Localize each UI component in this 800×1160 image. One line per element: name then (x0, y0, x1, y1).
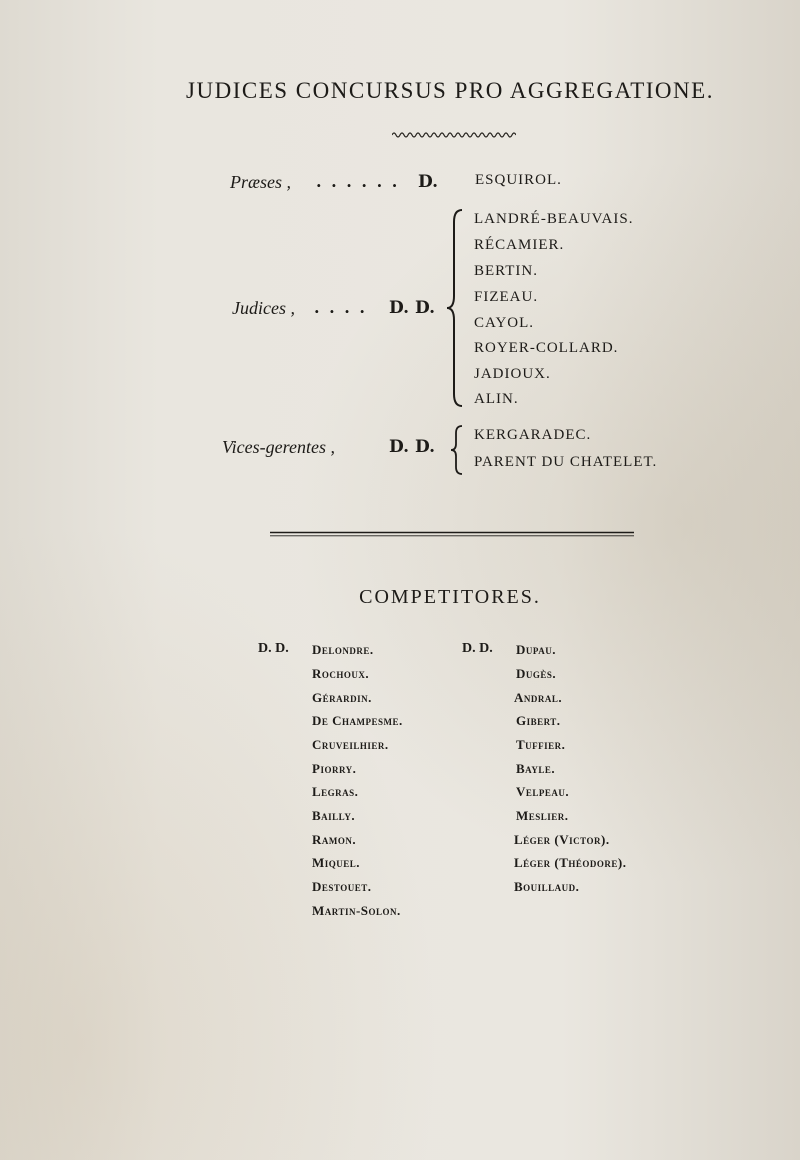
competitor-name: Léger (Théodore). (514, 855, 627, 870)
praeses-name: ESQUIROL. (475, 172, 562, 188)
competitor-name: Bailly. (312, 808, 356, 823)
competitor-name: Destouet. (312, 879, 372, 894)
judices-dots: . . . . (314, 298, 367, 317)
judex-name: LANDRÉ-BEAUVAIS. (474, 211, 634, 227)
judices-title: D. D. (389, 298, 436, 318)
praeses-label: Præses , (230, 172, 292, 192)
judices-brace (446, 208, 464, 408)
competitores-prefix-right: D. D. (462, 641, 493, 656)
competitor-name: Tuffier. (516, 737, 566, 752)
vice-gerens-name: PARENT DU CHATELET. (474, 454, 658, 470)
competitor-name: Gérardin. (312, 690, 372, 705)
judex-name: BERTIN. (474, 263, 539, 279)
competitor-name: Rochoux. (312, 666, 370, 681)
competitor-name: Dugès. (516, 666, 557, 681)
competitor-name: Miquel. (312, 855, 361, 870)
competitor-name: Velpeau. (516, 784, 570, 799)
competitores-prefix-left: D. D. (258, 641, 289, 656)
competitor-name: Léger (Victor). (514, 832, 610, 847)
competitor-name: Legras. (312, 784, 359, 799)
judex-name: RÉCAMIER. (474, 237, 565, 253)
competitor-name: Gibert. (516, 713, 561, 728)
competitor-name: Meslier. (516, 808, 569, 823)
praeses-title: D. (418, 172, 439, 192)
competitor-name: De Champesme. (312, 713, 403, 728)
competitor-name: Bayle. (516, 761, 556, 776)
vice-gerens-name: KERGARADEC. (474, 427, 592, 443)
competitor-name: Martin-Solon. (312, 903, 401, 918)
vices-gerentes-brace (450, 424, 464, 476)
judex-name: JADIOUX. (474, 366, 551, 382)
competitor-name: Delondre. (312, 642, 374, 657)
judex-name: ALIN. (474, 391, 519, 407)
praeses-dots: . . . . . . (316, 172, 400, 191)
competitor-name: Bouillaud. (514, 879, 580, 894)
page-title: JUDICES CONCURSUS PRO AGGREGATIONE. (186, 78, 714, 103)
competitores-heading: COMPETITORES. (359, 586, 541, 608)
judices-label: Judices , (232, 298, 295, 318)
vices-gerentes-label: Vices-gerentes , (222, 437, 335, 457)
vices-gerentes-title: D. D. (389, 437, 436, 457)
double-rule (270, 531, 634, 537)
judex-name: ROYER-COLLARD. (474, 340, 619, 356)
competitor-name: Dupau. (516, 642, 556, 657)
competitor-name: Andral. (514, 690, 563, 705)
wavy-ornament (392, 130, 516, 140)
judex-name: FIZEAU. (474, 289, 539, 305)
competitor-name: Ramon. (312, 832, 357, 847)
competitor-name: Piorry. (312, 761, 357, 776)
competitor-name: Cruveilhier. (312, 737, 389, 752)
judex-name: CAYOL. (474, 315, 535, 331)
